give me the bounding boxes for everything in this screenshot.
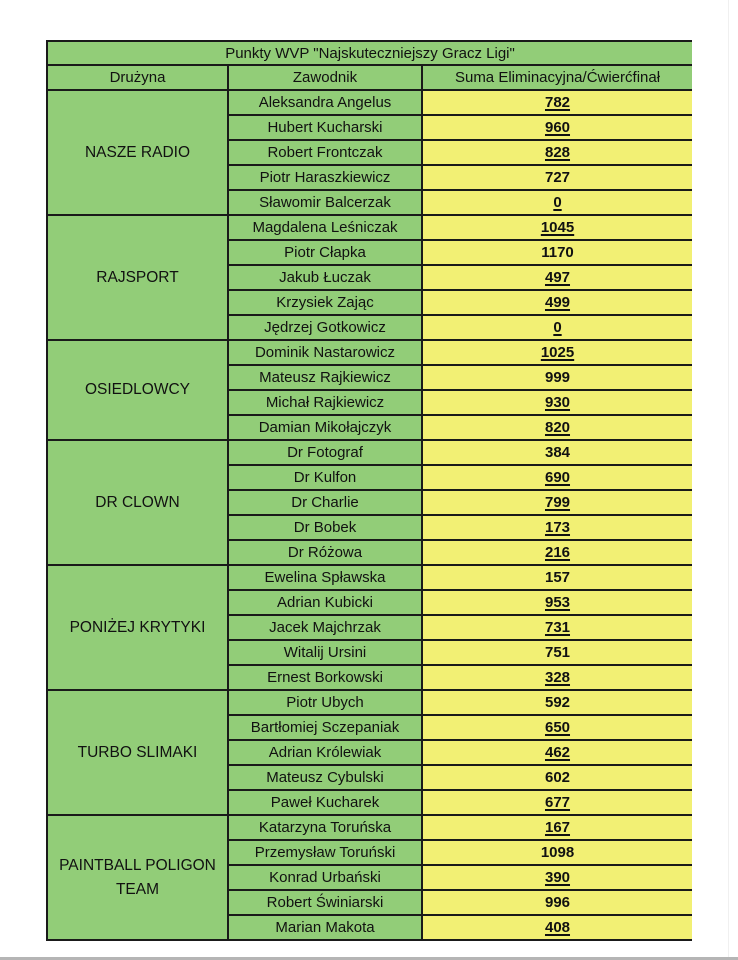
player-cell[interactable]: Dr Fotograf (228, 440, 422, 465)
score-cell[interactable] (422, 490, 692, 515)
score-value: 677 (544, 794, 571, 811)
player-cell[interactable]: Krzysiek Zając (228, 290, 422, 315)
table-row (47, 90, 692, 115)
player-cell[interactable]: Magdalena Leśniczak (228, 215, 422, 240)
score-value: 731 (544, 619, 571, 636)
table-row (47, 215, 692, 240)
table-title[interactable]: Punkty WVP "Najskuteczniejszy Gracz Ligi" (47, 41, 692, 65)
table-body (47, 90, 692, 940)
score-value: 1045 (540, 219, 575, 236)
score-value: 462 (544, 744, 571, 761)
score-value: 390 (544, 869, 571, 886)
score-value: 499 (544, 294, 571, 311)
score-cell[interactable] (422, 515, 692, 540)
player-cell[interactable]: Robert Świniarski (228, 890, 422, 915)
score-cell[interactable] (422, 740, 692, 765)
score-value: 960 (544, 119, 571, 136)
table-row (47, 815, 692, 840)
score-cell[interactable] (422, 240, 692, 265)
header-row (47, 65, 692, 90)
score-cell[interactable] (422, 540, 692, 565)
score-cell[interactable] (422, 415, 692, 440)
player-cell[interactable]: Ewelina Spławska (228, 565, 422, 590)
player-cell[interactable]: Dr Różowa (228, 540, 422, 565)
team-cell[interactable]: TURBO SLIMAKI (47, 690, 228, 815)
player-cell[interactable]: Piotr Ubych (228, 690, 422, 715)
player-cell[interactable]: Marian Makota (228, 915, 422, 940)
player-cell[interactable]: Michał Rajkiewicz (228, 390, 422, 415)
score-cell[interactable] (422, 840, 692, 865)
player-cell[interactable]: Paweł Kucharek (228, 790, 422, 815)
score-cell[interactable] (422, 390, 692, 415)
table-row (47, 440, 692, 465)
score-cell[interactable] (422, 465, 692, 490)
score-cell[interactable] (422, 290, 692, 315)
player-cell[interactable]: Mateusz Cybulski (228, 765, 422, 790)
team-cell[interactable]: OSIEDLOWCY (47, 340, 228, 440)
score-value: 216 (544, 544, 571, 561)
page-edge (728, 0, 729, 957)
score-value: 167 (544, 819, 571, 836)
player-cell[interactable]: Ernest Borkowski (228, 665, 422, 690)
player-cell[interactable]: Jakub Łuczak (228, 265, 422, 290)
score-value: 0 (553, 319, 562, 336)
team-cell[interactable]: PONIŻEJ KRYTYKI (47, 565, 228, 690)
score-value: 828 (544, 144, 571, 161)
team-cell[interactable]: RAJSPORT (47, 215, 228, 340)
score-value: 999 (544, 369, 571, 386)
score-value: 328 (544, 669, 571, 686)
scores-table (46, 40, 692, 941)
spreadsheet (46, 40, 691, 941)
header-team[interactable]: Drużyna (47, 65, 228, 90)
player-cell[interactable]: Hubert Kucharski (228, 115, 422, 140)
score-cell[interactable] (422, 715, 692, 740)
score-value: 157 (544, 569, 571, 586)
score-value: 408 (544, 919, 571, 936)
score-cell[interactable] (422, 440, 692, 465)
score-cell[interactable] (422, 640, 692, 665)
score-value: 0 (553, 194, 562, 211)
score-value: 820 (544, 419, 571, 436)
table-row (47, 340, 692, 365)
player-cell[interactable]: Dr Bobek (228, 515, 422, 540)
team-cell[interactable]: NASZE RADIO (47, 90, 228, 215)
player-cell[interactable]: Dominik Nastarowicz (228, 340, 422, 365)
score-value: 690 (544, 469, 571, 486)
player-cell[interactable]: Mateusz Rajkiewicz (228, 365, 422, 390)
score-cell[interactable] (422, 165, 692, 190)
score-value: 1098 (540, 844, 575, 861)
player-cell[interactable]: Damian Mikołajczyk (228, 415, 422, 440)
player-cell[interactable]: Piotr Cłapka (228, 240, 422, 265)
score-cell[interactable] (422, 590, 692, 615)
score-value: 602 (544, 769, 571, 786)
score-cell[interactable] (422, 790, 692, 815)
player-cell[interactable]: Bartłomiej Sczepaniak (228, 715, 422, 740)
score-cell[interactable] (422, 890, 692, 915)
player-cell[interactable]: Jędrzej Gotkowicz (228, 315, 422, 340)
score-value: 727 (544, 169, 571, 186)
player-cell[interactable]: Sławomir Balcerzak (228, 190, 422, 215)
player-cell[interactable]: Aleksandra Angelus (228, 90, 422, 115)
score-value: 930 (544, 394, 571, 411)
score-value: 751 (544, 644, 571, 661)
header-score[interactable]: Suma Eliminacyjna/Ćwierćfinał (422, 65, 692, 90)
player-cell[interactable]: Katarzyna Toruńska (228, 815, 422, 840)
score-value: 1170 (541, 244, 574, 261)
player-cell[interactable]: Dr Kulfon (228, 465, 422, 490)
table-row (47, 565, 692, 590)
score-value: 173 (544, 519, 571, 536)
score-cell[interactable] (422, 265, 692, 290)
score-cell[interactable] (422, 215, 692, 240)
score-cell[interactable] (422, 90, 692, 115)
player-cell[interactable]: Dr Charlie (228, 490, 422, 515)
score-cell[interactable] (422, 340, 692, 365)
score-cell[interactable] (422, 190, 692, 215)
table-row (47, 690, 692, 715)
team-cell[interactable]: DR CLOWN (47, 440, 228, 565)
player-cell[interactable]: Adrian Królewiak (228, 740, 422, 765)
player-cell[interactable]: Jacek Majchrzak (228, 615, 422, 640)
player-cell[interactable]: Adrian Kubicki (228, 590, 422, 615)
score-cell[interactable] (422, 815, 692, 840)
team-cell[interactable]: PAINTBALL POLIGON TEAM (47, 815, 228, 940)
score-cell[interactable] (422, 565, 692, 590)
title-row (47, 41, 692, 65)
player-cell[interactable]: Witalij Ursini (228, 640, 422, 665)
score-cell[interactable] (422, 665, 692, 690)
score-cell[interactable] (422, 115, 692, 140)
player-cell[interactable]: Piotr Haraszkiewicz (228, 165, 422, 190)
score-value: 384 (544, 444, 571, 461)
score-value: 592 (544, 694, 571, 711)
score-cell[interactable] (422, 615, 692, 640)
header-player[interactable]: Zawodnik (228, 65, 422, 90)
score-value: 497 (544, 269, 571, 286)
score-cell[interactable] (422, 915, 692, 940)
score-cell[interactable] (422, 765, 692, 790)
score-cell[interactable] (422, 865, 692, 890)
score-cell[interactable] (422, 140, 692, 165)
score-cell[interactable] (422, 365, 692, 390)
score-value: 1025 (540, 344, 575, 361)
score-cell[interactable] (422, 690, 692, 715)
player-cell[interactable]: Konrad Urbański (228, 865, 422, 890)
score-value: 799 (544, 494, 571, 511)
score-value: 996 (544, 894, 571, 911)
score-value: 782 (544, 94, 571, 111)
score-cell[interactable] (422, 315, 692, 340)
player-cell[interactable]: Robert Frontczak (228, 140, 422, 165)
score-value: 953 (544, 594, 571, 611)
player-cell[interactable]: Przemysław Toruński (228, 840, 422, 865)
score-value: 650 (544, 719, 571, 736)
